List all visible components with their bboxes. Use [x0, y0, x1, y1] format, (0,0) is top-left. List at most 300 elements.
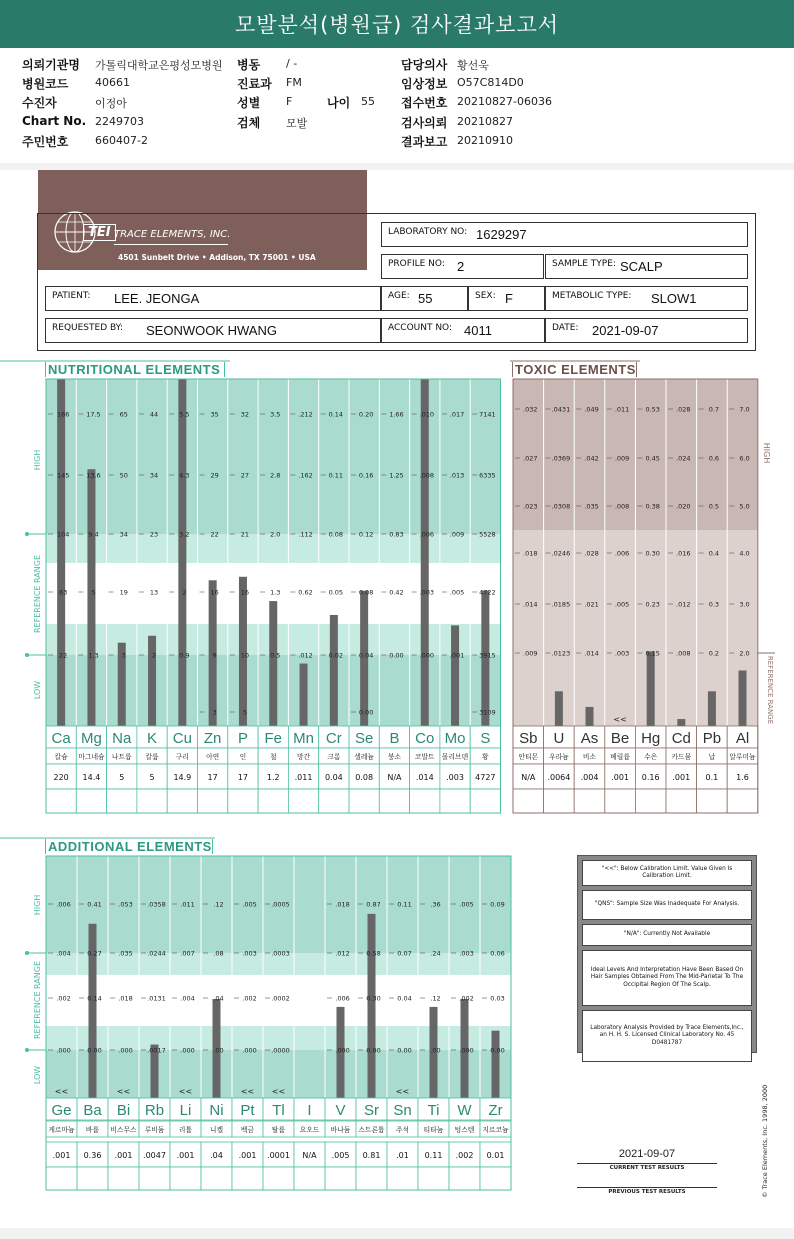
tick-label: 0.23 — [645, 600, 660, 609]
note-box: "<<": Below Calibration Limit. Value Given Is Calibration Limit. — [582, 860, 752, 886]
tick-label: 1.66 — [389, 410, 404, 419]
tick-label: 0.87 — [366, 900, 381, 909]
tick-label: 16 — [240, 588, 250, 597]
tick-label: 7141 — [479, 410, 496, 419]
element-korean-name: 셀레늄 — [354, 753, 375, 761]
header-value: 가톨릭대학교은평성모병원 — [95, 59, 223, 72]
tick-label: 6335 — [479, 471, 496, 480]
header-label: 결과보고 — [401, 135, 448, 149]
element-korean-name: 니켈 — [209, 1126, 224, 1134]
account-no-box-value: 4011 — [464, 323, 492, 338]
tick-label: .000 — [335, 1046, 350, 1055]
header-label: 검사의뢰 — [401, 116, 448, 130]
element-result: .003 — [446, 773, 464, 782]
below-limit-mark: << — [395, 1087, 410, 1096]
header-label: 임상정보 — [401, 77, 448, 91]
section-title: TOXIC ELEMENTS — [512, 362, 637, 377]
tick-label: 0.5 — [270, 651, 281, 660]
element-symbol: Zn — [203, 730, 222, 747]
tick-label: 23 — [149, 530, 159, 539]
tick-label: .0003 — [271, 949, 290, 958]
tick-label: .035 — [584, 502, 599, 511]
header-label: 수진자 — [22, 96, 57, 110]
header-label: 진료과 — [237, 77, 272, 91]
tick-label: 0.58 — [366, 949, 381, 958]
element-result: 1.2 — [266, 773, 280, 782]
element-korean-name: 베릴륨 — [610, 753, 630, 761]
tick-label: 0.62 — [298, 588, 313, 597]
tick-label: .016 — [676, 549, 691, 558]
below-limit-mark: << — [116, 1087, 131, 1096]
tick-label: .04 — [213, 994, 224, 1003]
tick-label: 22 — [59, 651, 68, 660]
axis-high-label: HIGH — [33, 894, 42, 916]
element-korean-name: 수은 — [644, 753, 658, 761]
tick-label: 2 — [151, 651, 157, 660]
tick-label: .0308 — [551, 502, 571, 511]
header-value: / - — [286, 57, 298, 70]
element-result: 5 — [149, 773, 155, 782]
tick-label: .0000 — [271, 1046, 290, 1055]
date-box-label: DATE: — [552, 323, 579, 333]
element-korean-name: 코발트 — [414, 753, 435, 761]
patient-box-value: LEE. JEONGA — [114, 291, 200, 306]
tick-label: 35 — [210, 410, 219, 419]
element-result: 220 — [53, 773, 69, 782]
element-result: 0.11 — [424, 1151, 443, 1160]
tick-label: .005 — [459, 900, 474, 909]
element-result: 1.6 — [736, 773, 749, 782]
tick-label: .000 — [419, 651, 434, 660]
element-symbol: As — [580, 730, 599, 747]
tick-label: .0246 — [551, 549, 571, 558]
tick-label: .006 — [419, 530, 434, 539]
tick-label: .018 — [118, 994, 133, 1003]
header-label: 나이 — [327, 96, 351, 110]
tick-label: .003 — [614, 649, 630, 658]
tick-label: .009 — [449, 530, 465, 539]
age-box-value: 55 — [418, 291, 433, 306]
section-title: NUTRITIONAL ELEMENTS — [45, 362, 225, 377]
element-symbol: Cu — [172, 730, 192, 747]
tick-label: .005 — [242, 900, 257, 909]
header-label: 검체 — [237, 116, 261, 130]
tick-label: 0.16 — [358, 471, 374, 480]
element-result: .001 — [176, 1151, 195, 1160]
element-symbol: Hg — [641, 730, 661, 747]
element-symbol: Sn — [393, 1102, 412, 1119]
result-bar — [178, 379, 186, 726]
element-korean-name: 리튬 — [178, 1126, 193, 1134]
lab-address: 4501 Sunbelt Drive • Addison, TX 75001 • USA — [118, 253, 316, 262]
age-box-label: AGE: — [388, 291, 410, 301]
tick-label: 0.3 — [708, 600, 720, 609]
element-korean-name: 철 — [269, 753, 277, 761]
element-result: .002 — [455, 1151, 474, 1160]
tick-label: 3915 — [479, 651, 496, 660]
element-symbol: Tl — [272, 1102, 285, 1119]
element-result: .0064 — [547, 773, 571, 782]
header-value: FM — [286, 76, 302, 89]
tick-label: 10 — [240, 651, 250, 660]
element-result: 14.9 — [173, 773, 192, 782]
element-symbol: Rb — [144, 1102, 165, 1119]
tick-label: 19 — [119, 588, 128, 597]
tick-label: .008 — [676, 649, 691, 658]
tick-label: 3 — [121, 651, 126, 660]
header-label: 병원코드 — [22, 77, 69, 91]
header-label: Chart No. — [22, 114, 87, 128]
element-symbol: Ni — [209, 1102, 224, 1119]
tick-label: .112 — [298, 530, 313, 539]
element-result: 14.4 — [82, 773, 101, 782]
tick-label: .000 — [242, 1046, 257, 1055]
element-symbol: P — [237, 730, 248, 747]
result-bar — [739, 670, 747, 726]
tick-label: .009 — [523, 649, 538, 658]
tick-label: .008 — [419, 471, 434, 480]
tick-label: 2 — [182, 588, 187, 597]
tick-label: 3.0 — [739, 600, 750, 609]
header-label: 담당의사 — [401, 58, 448, 72]
tick-label: 6.0 — [739, 454, 750, 463]
element-korean-name: 인 — [239, 753, 247, 761]
tick-label: 32 — [240, 410, 250, 419]
result-bar — [421, 379, 429, 726]
element-symbol: K — [147, 730, 158, 747]
tick-label: .018 — [523, 549, 538, 558]
element-result: 0.36 — [83, 1151, 102, 1160]
current-results-label: CURRENT TEST RESULTS — [609, 1165, 685, 1171]
element-symbol: Se — [354, 730, 374, 747]
tick-label: .024 — [676, 454, 691, 463]
tick-label: .014 — [584, 649, 599, 658]
tick-label: 34 — [149, 471, 159, 480]
tick-label: 0.00 — [389, 651, 404, 660]
tick-label: .001 — [449, 651, 465, 660]
tick-label: 0.08 — [358, 588, 374, 597]
element-result: .001 — [611, 773, 630, 782]
element-symbol: Na — [112, 730, 132, 747]
element-symbol: Co — [415, 730, 435, 747]
axis-high-label: HIGH — [33, 449, 42, 471]
header-value: F — [286, 95, 293, 108]
element-korean-name: 구리 — [175, 753, 189, 761]
element-result: .001 — [238, 1151, 257, 1160]
tick-label: .000 — [118, 1046, 133, 1055]
header-value: O57C814D0 — [457, 76, 524, 89]
result-bar — [57, 379, 68, 726]
axis-reference-label: REFERENCE RANGE — [33, 961, 42, 1039]
header-value: 20210827-06036 — [457, 95, 552, 108]
header-value: 20210827 — [457, 115, 513, 128]
tick-label: .007 — [180, 949, 195, 958]
below-limit-mark: << — [240, 1087, 255, 1096]
tick-label: 5 — [242, 708, 248, 717]
tick-label: 0.11 — [328, 471, 344, 480]
previous-results-label: PREVIOUS TEST RESULTS — [608, 1189, 686, 1195]
tick-label: 0.83 — [389, 530, 404, 539]
sex-box-label: SEX: — [475, 291, 496, 301]
tick-label: .003 — [419, 588, 434, 597]
tick-label: 3.5 — [270, 410, 281, 419]
element-korean-name: 칼슘 — [54, 753, 68, 761]
tick-label: 16 — [210, 588, 219, 597]
element-symbol: W — [457, 1102, 472, 1119]
tick-label: .000 — [459, 1046, 474, 1055]
tick-label: .004 — [56, 949, 71, 958]
tick-label: 0.38 — [645, 502, 660, 511]
element-symbol: Cd — [671, 730, 691, 747]
tick-label: 3 — [212, 708, 217, 717]
tick-label: 0.30 — [645, 549, 660, 558]
tick-label: .012 — [676, 600, 691, 609]
tick-label: 5.5 — [179, 410, 190, 419]
element-korean-name: 망간 — [296, 753, 311, 761]
element-result: .0001 — [267, 1151, 290, 1160]
result-bar — [492, 1031, 500, 1098]
axis-reference-label: REFERENCE RANGE — [766, 655, 774, 725]
element-korean-name: 안티몬 — [518, 753, 539, 761]
element-result: .001 — [672, 773, 691, 782]
section-title: ADDITIONAL ELEMENTS — [45, 839, 213, 854]
tick-label: 3.2 — [179, 530, 190, 539]
result-bar — [451, 625, 459, 726]
element-result: 17 — [207, 773, 218, 782]
tick-label: .032 — [523, 405, 538, 414]
element-korean-name: 바나듐 — [330, 1126, 351, 1134]
tick-label: 0.14 — [87, 994, 102, 1003]
tick-label: .0185 — [551, 600, 571, 609]
tick-label: .0131 — [147, 994, 166, 1003]
element-symbol: Ca — [51, 730, 71, 747]
tick-label: 0.05 — [328, 588, 344, 597]
element-result: 0.08 — [355, 773, 374, 782]
element-symbol: Zr — [488, 1102, 503, 1119]
element-result: N/A — [302, 1151, 317, 1160]
laboratory-no-box-value: 1629297 — [476, 227, 527, 242]
tick-label: 2.8 — [270, 471, 281, 480]
header-value: 모발 — [286, 117, 308, 130]
tick-label: .000 — [56, 1046, 71, 1055]
result-bar — [300, 664, 308, 726]
tick-label: .020 — [676, 502, 691, 511]
result-bar — [647, 651, 655, 726]
tick-label: .006 — [614, 549, 630, 558]
element-symbol: S — [480, 730, 491, 747]
tick-label: 0.00 — [397, 1046, 412, 1055]
tick-label: 0.03 — [490, 994, 505, 1003]
tick-label: 4.0 — [739, 549, 750, 558]
tick-label: 0.7 — [708, 405, 720, 414]
tick-label: 0.42 — [389, 588, 404, 597]
element-korean-name: 바륨 — [85, 1126, 100, 1134]
tick-label: 2.0 — [739, 649, 750, 658]
header-value: 이정아 — [95, 97, 127, 110]
element-symbol: Al — [735, 730, 750, 747]
result-bar — [330, 615, 338, 726]
element-korean-name: 납 — [708, 753, 716, 761]
sex-box-value: F — [505, 291, 513, 306]
tick-label: .12 — [213, 900, 224, 909]
tick-label: 22 — [210, 530, 219, 539]
tick-label: 0.30 — [366, 994, 381, 1003]
tick-label: .0358 — [147, 900, 166, 909]
tick-label: 1.25 — [389, 471, 404, 480]
tick-label: 4.3 — [179, 471, 190, 480]
element-korean-name: 알루미늄 — [729, 753, 756, 761]
tick-label: 63 — [59, 588, 68, 597]
element-result: .0047 — [143, 1151, 166, 1160]
tick-label: 5.0 — [739, 502, 750, 511]
nutritional-panel — [46, 379, 501, 813]
tick-label: 1.3 — [270, 588, 281, 597]
tick-label: .0017 — [147, 1046, 166, 1055]
requested-by-box-label: REQUESTED BY: — [52, 323, 124, 333]
tick-label: .009 — [614, 454, 630, 463]
tick-label: 0.53 — [645, 405, 660, 414]
element-korean-name: 티타늄 — [423, 1126, 444, 1134]
element-korean-name: 텅스텐 — [454, 1126, 475, 1134]
element-korean-name: 비소 — [582, 753, 597, 761]
tick-label: .035 — [118, 949, 133, 958]
tick-label: 9 — [212, 651, 217, 660]
element-symbol: Mo — [444, 730, 466, 747]
header-value: 660407-2 — [95, 134, 148, 147]
tick-label: .003 — [242, 949, 257, 958]
element-korean-name: 게르마늄 — [48, 1126, 75, 1134]
tick-label: .012 — [298, 651, 313, 660]
header-label: 병동 — [237, 58, 261, 72]
element-korean-name: 아연 — [206, 753, 220, 761]
element-result: 0.1 — [705, 773, 719, 782]
copyright-text: © Trace Elements, Inc. 1998, 2000 — [761, 1084, 769, 1198]
result-bar — [87, 469, 95, 726]
header-label: 성별 — [237, 96, 261, 110]
current-results-line — [577, 1163, 717, 1164]
element-result: 17 — [237, 773, 249, 782]
element-result: .001 — [52, 1151, 71, 1160]
axis-reference-label: REFERENCE RANGE — [33, 555, 42, 633]
element-korean-name: 탈륨 — [271, 1126, 286, 1134]
tick-label: 0.14 — [328, 410, 344, 419]
tick-label: .006 — [56, 900, 71, 909]
element-result: .001 — [114, 1151, 133, 1160]
tick-label: .004 — [180, 994, 195, 1003]
header-label: 의뢰기관명 — [22, 58, 80, 72]
tick-label: .017 — [449, 410, 465, 419]
tick-label: .12 — [430, 994, 441, 1003]
tick-label: 13 — [149, 588, 159, 597]
tick-label: 0.4 — [708, 549, 720, 558]
result-bar — [148, 636, 156, 726]
header-label: 주민번호 — [22, 135, 69, 149]
additional-panel — [46, 856, 511, 1190]
below-limit-mark: << — [178, 1087, 193, 1096]
element-result: 0.16 — [641, 773, 660, 782]
element-korean-name: 백금 — [240, 1126, 255, 1134]
tick-label: .005 — [614, 600, 630, 609]
element-result: N/A — [521, 773, 536, 782]
tick-label: 0.11 — [397, 900, 412, 909]
tick-label: 4722 — [479, 588, 496, 597]
tick-label: .00 — [430, 1046, 441, 1055]
element-korean-name: 우라늄 — [549, 753, 569, 761]
tick-label: 145 — [56, 471, 70, 480]
tick-label: 5 — [91, 588, 96, 597]
tick-label: .042 — [584, 454, 599, 463]
requested-by-box-value: SEONWOOK HWANG — [146, 323, 277, 338]
note-box: Laboratory Analysis Provided by Trace Elements,Inc., an H. H. S. Licensed Clinical Laboratory No. 45 D0481787 — [582, 1010, 752, 1062]
element-korean-name: 지르코늄 — [482, 1126, 509, 1134]
element-symbol: Sb — [519, 730, 538, 747]
tick-label: .008 — [614, 502, 630, 511]
element-korean-name: 몰리브덴 — [441, 753, 469, 761]
tick-label: .013 — [449, 471, 465, 480]
tick-label: .212 — [298, 410, 313, 419]
metabolic-type-box-value: SLOW1 — [651, 291, 697, 306]
logo-abbrev: TEI — [83, 224, 116, 241]
tick-label: .002 — [242, 994, 257, 1003]
tick-label: .011 — [614, 405, 630, 414]
previous-results-line — [577, 1187, 717, 1188]
element-korean-name: 황 — [482, 753, 489, 761]
tick-label: .010 — [419, 410, 434, 419]
element-result: N/A — [387, 773, 402, 782]
tick-label: 0.15 — [645, 649, 660, 658]
tick-label: 5528 — [479, 530, 496, 539]
tick-label: .027 — [523, 454, 538, 463]
result-bar — [586, 707, 594, 726]
tick-label: .000 — [180, 1046, 195, 1055]
element-korean-name: 비스무스 — [110, 1126, 137, 1134]
tick-label: 0.9 — [179, 651, 190, 660]
tick-label: .018 — [335, 900, 350, 909]
axis-high-label: HIGH — [762, 442, 771, 464]
tick-label: 2.0 — [270, 530, 281, 539]
tick-label: 0.00 — [490, 1046, 505, 1055]
tick-label: .0244 — [147, 949, 166, 958]
tick-label: 186 — [56, 410, 70, 419]
tick-label: .002 — [459, 994, 474, 1003]
tick-label: .003 — [459, 949, 474, 958]
tick-label: 0.04 — [397, 994, 412, 1003]
tick-label: 0.07 — [397, 949, 412, 958]
header-value: 40661 — [95, 76, 130, 89]
metabolic-type-box-label: METABOLIC TYPE: — [552, 291, 632, 301]
tick-label: 0.12 — [358, 530, 374, 539]
element-korean-name: 마그네슘 — [78, 753, 105, 761]
element-result: 0.81 — [362, 1151, 381, 1160]
element-result: .011 — [294, 773, 313, 782]
element-symbol: Fe — [264, 730, 283, 747]
element-symbol: Li — [179, 1102, 192, 1119]
tick-label: 104 — [56, 530, 70, 539]
element-korean-name: 카드뮴 — [671, 753, 692, 761]
element-result: .04 — [210, 1151, 223, 1160]
element-symbol: U — [553, 730, 565, 747]
note-box: Ideal Levels And Interpretation Have Been Based On Hair Samples Obtained From The Mid-Parietal To The Occipital Region Of The Scalp. — [582, 950, 752, 1006]
tick-label: .006 — [335, 994, 350, 1003]
tick-label: 0.08 — [328, 530, 344, 539]
element-symbol: Ti — [427, 1102, 440, 1119]
tick-label: 0.09 — [490, 900, 505, 909]
tick-label: 50 — [119, 471, 128, 480]
tick-label: .011 — [180, 900, 195, 909]
element-result: 5 — [119, 773, 125, 782]
tick-label: .012 — [335, 949, 350, 958]
axis-low-label: LOW — [33, 680, 42, 700]
